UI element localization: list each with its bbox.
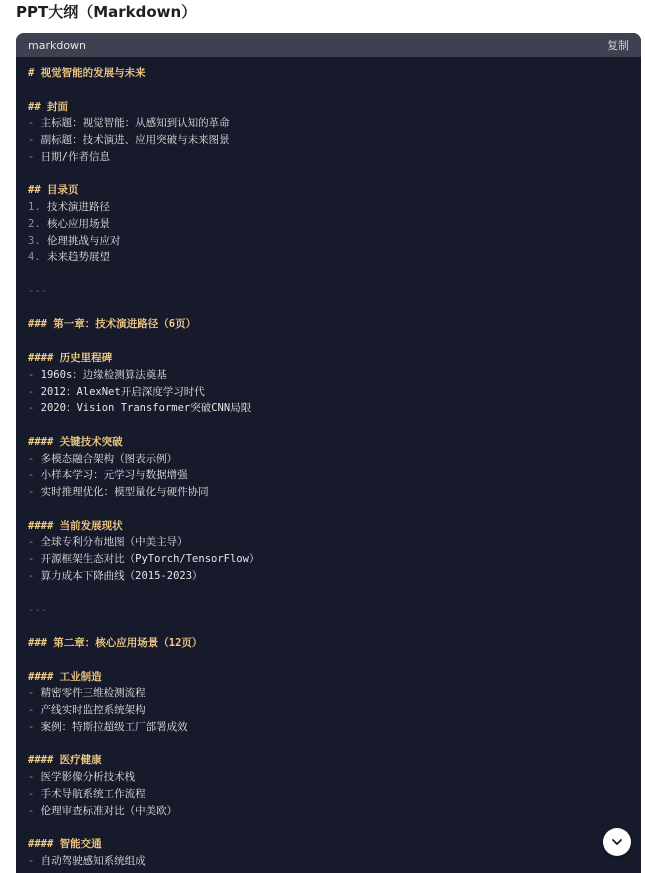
list-text: 自动驾驶感知系统组成	[40, 854, 146, 867]
code-blank-line	[28, 618, 629, 635]
code-list-line	[28, 786, 629, 803]
code-list-line	[28, 853, 629, 870]
code-blank-line	[28, 300, 629, 317]
code-list-line	[28, 384, 629, 401]
list-marker: -	[28, 536, 41, 549]
list-text: 算力成本下降曲线（2015-2023）	[40, 569, 203, 582]
code-list-line	[28, 568, 629, 585]
list-text: 多模态融合架构（图表示例）	[40, 452, 178, 465]
list-marker: -	[28, 720, 41, 733]
code-blank-line	[28, 585, 629, 602]
list-marker: -	[28, 150, 41, 163]
scroll-to-bottom-button[interactable]	[603, 828, 631, 856]
code-list-line	[28, 451, 629, 468]
list-text: 案例：特斯拉超级工厂部署成效	[40, 720, 188, 733]
code-list-line	[28, 702, 629, 719]
list-marker: -	[28, 469, 41, 482]
list-marker: 2.	[28, 217, 47, 230]
list-marker: -	[28, 687, 41, 700]
code-heading-line: #### 医疗健康	[28, 754, 102, 767]
list-marker: -	[28, 569, 41, 582]
list-marker: -	[28, 804, 41, 817]
code-blank-line	[28, 166, 629, 183]
code-content	[16, 57, 641, 870]
code-heading-line: #### 工业制造	[28, 670, 102, 683]
code-list-line	[28, 216, 629, 233]
code-list-line	[28, 367, 629, 384]
code-blank-line	[28, 266, 629, 283]
code-list-line	[28, 769, 629, 786]
list-text: 1960s：边缘检测算法奠基	[40, 368, 167, 381]
list-text: 开源框架生态对比（PyTorch/TensorFlow）	[40, 553, 260, 566]
code-list-line	[28, 467, 629, 484]
code-list-line	[28, 534, 629, 551]
list-marker: -	[28, 385, 41, 398]
list-text: 伦理挑战与应对	[46, 234, 121, 247]
list-text: 2012：AlexNet开启深度学习时代	[40, 385, 205, 398]
list-marker: -	[28, 452, 41, 465]
code-heading-line: #### 当前发展现状	[28, 519, 123, 532]
code-language-label: markdown	[28, 38, 87, 52]
code-heading-line: ## 目录页	[28, 184, 79, 197]
list-text: 实时推理优化：模型量化与硬件协同	[40, 486, 209, 499]
code-list-line	[28, 149, 629, 166]
code-list-line	[28, 233, 629, 250]
list-text: 全球专利分布地图（中美主导）	[40, 536, 188, 549]
list-text: 副标题：技术演进、应用突破与未来图景	[40, 134, 230, 147]
list-marker: -	[28, 771, 41, 784]
code-list-line	[28, 685, 629, 702]
list-marker: 3.	[28, 234, 47, 247]
list-marker: -	[28, 368, 41, 381]
code-blank-line	[28, 652, 629, 669]
code-blank-line	[28, 819, 629, 836]
code-list-line	[28, 400, 629, 417]
code-heading-line: #### 历史里程碑	[28, 352, 113, 365]
code-heading-line: #### 关键技术突破	[28, 435, 123, 448]
list-marker: -	[28, 402, 41, 415]
list-text: 核心应用场景	[46, 217, 110, 230]
list-text: 精密零件三维检测流程	[40, 687, 146, 700]
code-list-line	[28, 249, 629, 266]
code-list-line	[28, 551, 629, 568]
code-list-line	[28, 115, 629, 132]
list-marker: -	[28, 553, 41, 566]
code-rule-line: ---	[28, 284, 47, 297]
list-text: 小样本学习：元学习与数据增强	[40, 469, 188, 482]
list-marker: -	[28, 134, 41, 147]
list-marker: -	[28, 704, 41, 717]
page-title: PPT大纲（Markdown）	[16, 3, 197, 21]
code-block	[16, 33, 641, 873]
list-text: 日期/作者信息	[40, 150, 110, 163]
list-text: 手术导航系统工作流程	[40, 787, 146, 800]
code-blank-line	[28, 417, 629, 434]
list-marker: -	[28, 787, 41, 800]
list-text: 技术演进路径	[46, 201, 110, 214]
list-marker: -	[28, 486, 41, 499]
code-blank-line	[28, 736, 629, 753]
list-marker: 4.	[28, 251, 47, 264]
code-list-line	[28, 484, 629, 501]
code-blank-line	[28, 501, 629, 518]
list-marker: -	[28, 117, 41, 130]
code-heading-line: ### 第一章：技术演进路径（6页）	[28, 318, 197, 331]
chevron-down-icon	[610, 835, 624, 849]
list-marker: 1.	[28, 201, 47, 214]
code-list-line	[28, 132, 629, 149]
code-block-header	[16, 33, 641, 57]
list-text: 伦理审查标准对比（中美欧）	[40, 804, 178, 817]
code-heading-line: # 视觉智能的发展与未来	[28, 67, 146, 79]
code-list-line	[28, 719, 629, 736]
code-list-line	[28, 803, 629, 820]
list-text: 主标题：视觉智能：从感知到认知的革命	[40, 117, 230, 130]
code-blank-line	[28, 333, 629, 350]
code-list-line	[28, 199, 629, 216]
list-marker: -	[28, 854, 41, 867]
list-text: 医学影像分析技术栈	[40, 771, 136, 784]
copy-button[interactable]: 复制	[607, 39, 629, 52]
code-blank-line	[28, 82, 629, 99]
list-text: 2020：Vision Transformer突破CNN局限	[40, 402, 252, 415]
list-text: 未来趋势展望	[46, 251, 110, 264]
code-heading-line: ### 第二章：核心应用场景（12页）	[28, 637, 203, 650]
code-heading-line: #### 智能交通	[28, 838, 102, 851]
code-rule-line: ---	[28, 603, 47, 616]
list-text: 产线实时监控系统架构	[40, 704, 146, 717]
code-heading-line: ## 封面	[28, 100, 68, 113]
